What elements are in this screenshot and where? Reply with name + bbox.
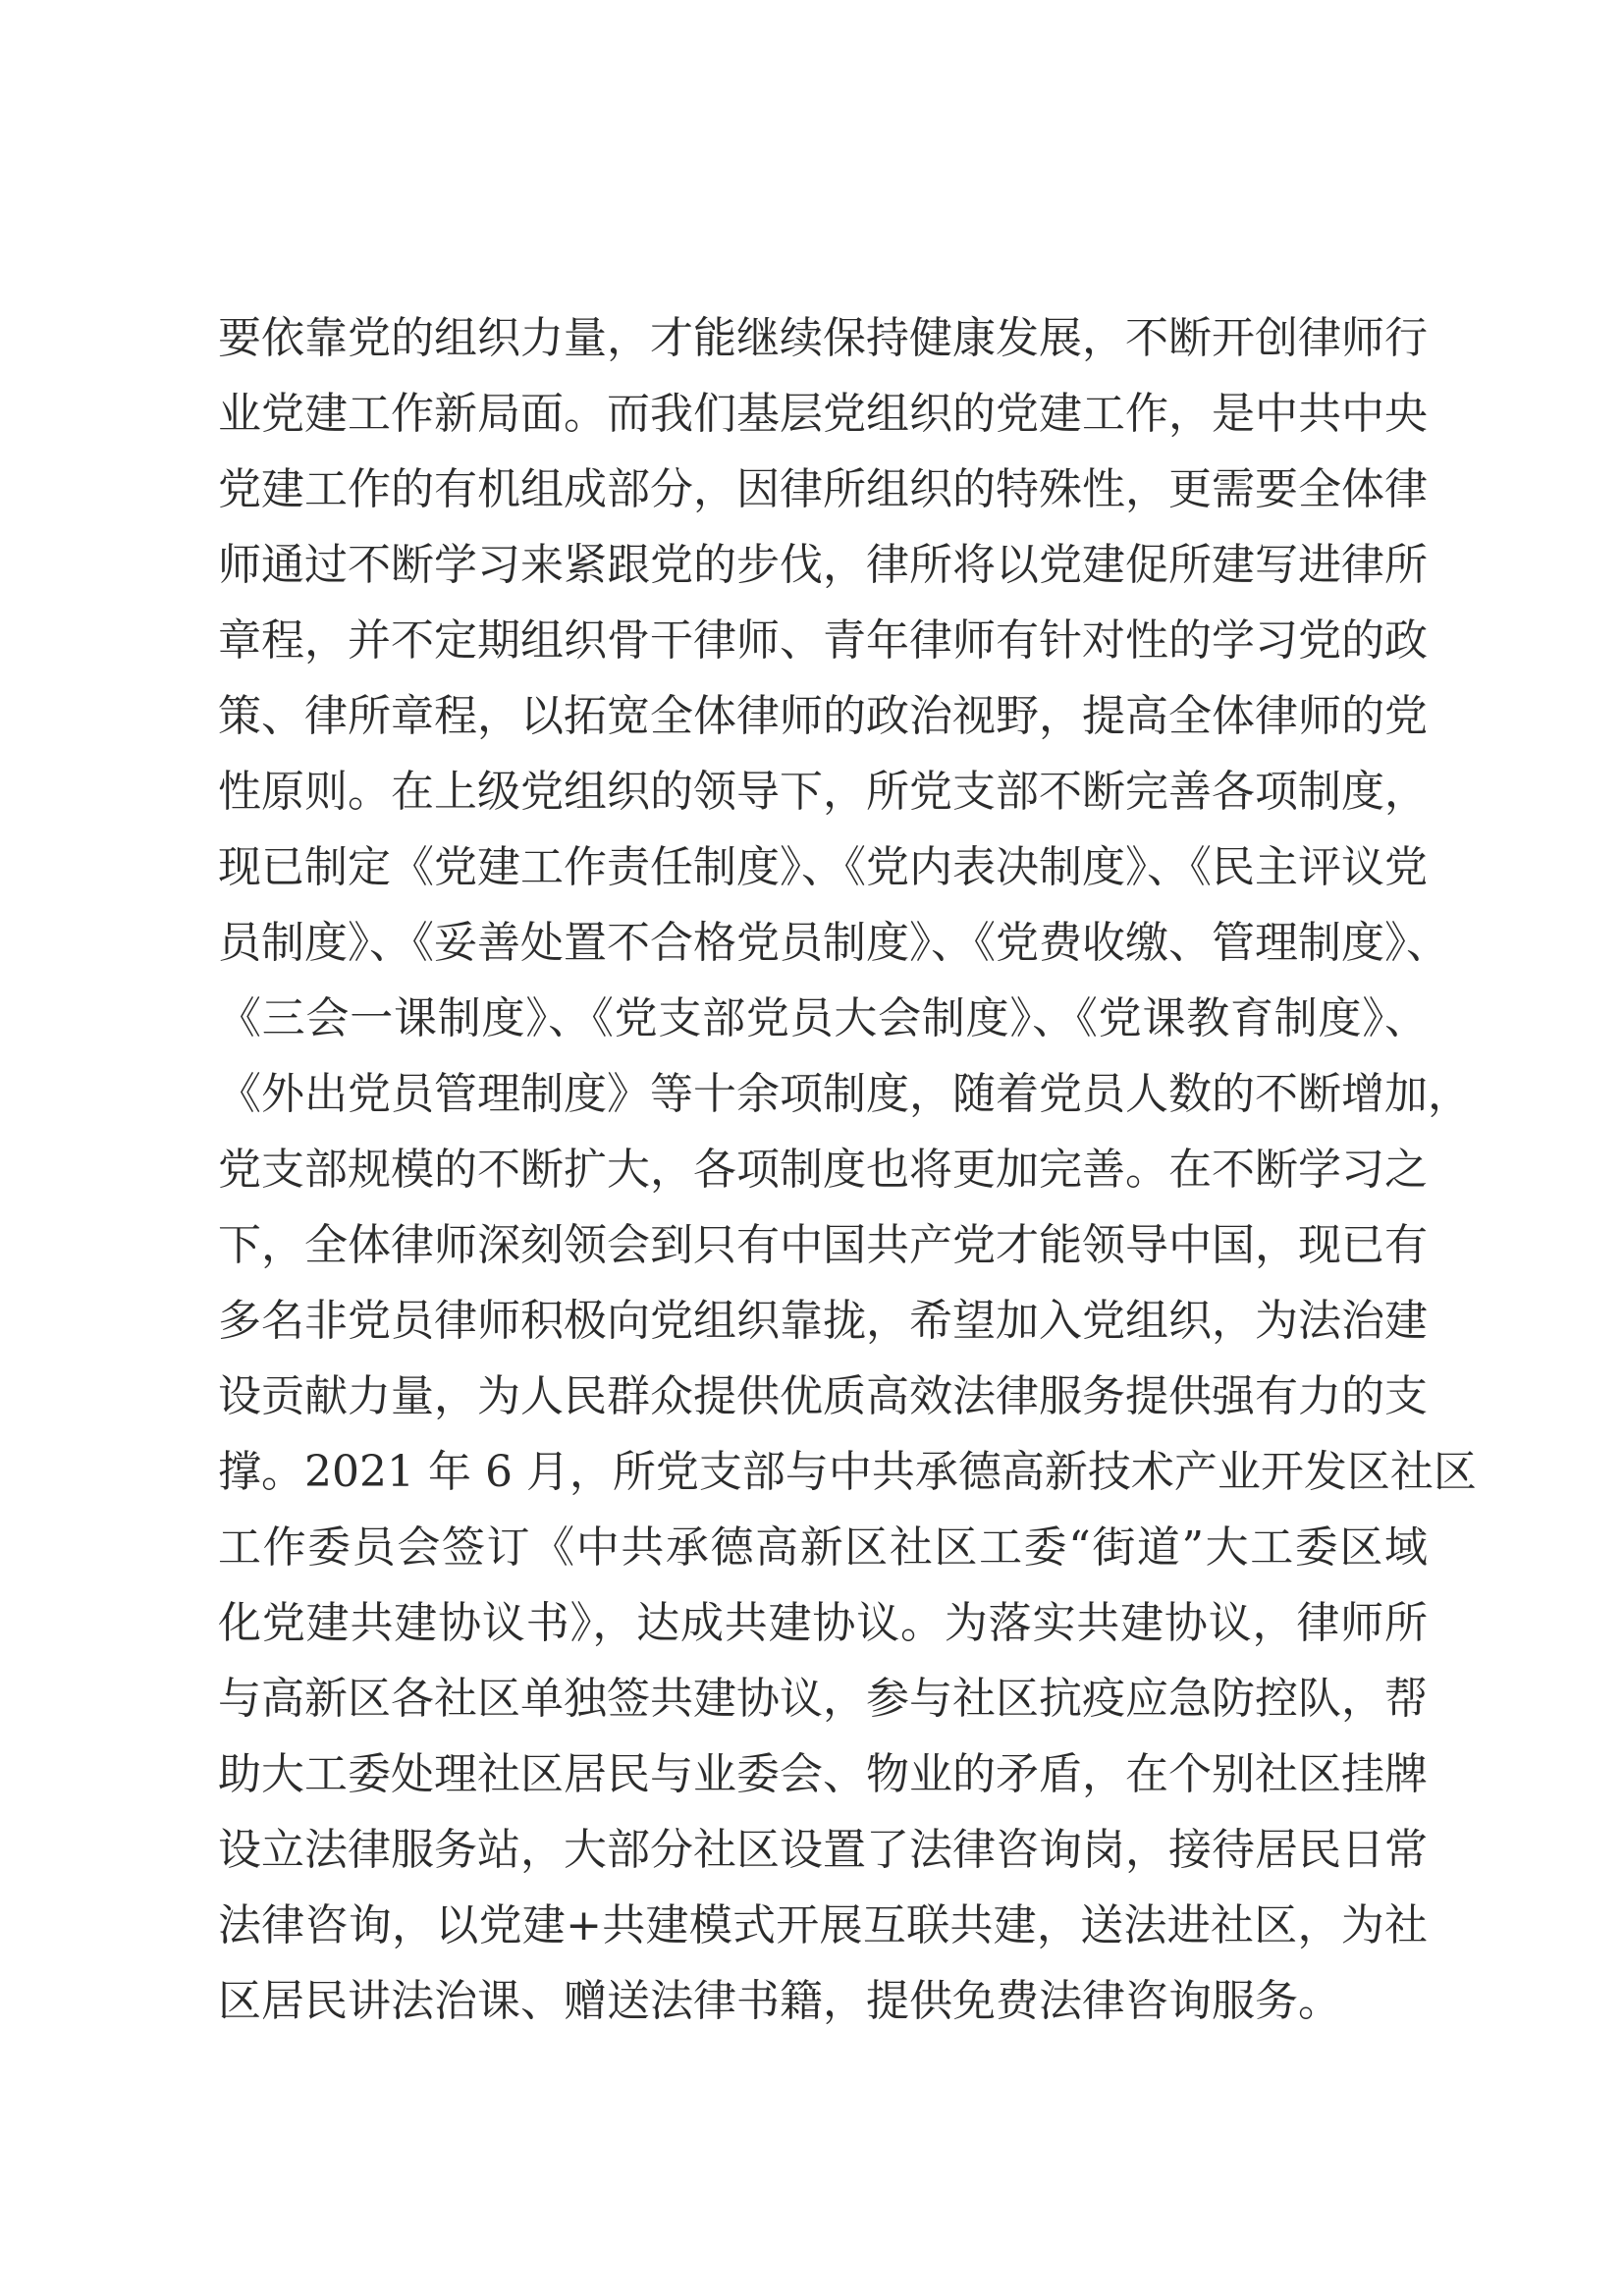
text-line: 党支部规模的不断扩大，各项制度也将更加完善。在不断学习之 bbox=[218, 1145, 1428, 1195]
text-line: 业党建工作新局面。而我们基层党组织的党建工作，是中共中央 bbox=[218, 389, 1428, 439]
text-line: 撑。2021 年 6 月，所党支部与中共承德高新技术产业开发区社区 bbox=[218, 1447, 1477, 1497]
text-line: 工作委员会签订《中共承德高新区社区工委“街道”大工委区域 bbox=[218, 1522, 1428, 1573]
text-line: 区居民讲法治课、赠送法律书籍，提供免费法律咨询服务。 bbox=[218, 1976, 1341, 2026]
text-line: 性原则。在上级党组织的领导下，所党支部不断完善各项制度， bbox=[218, 767, 1428, 817]
text-line: 《外出党员管理制度》等十余项制度，随着党员人数的不断增加， bbox=[218, 1069, 1471, 1119]
text-line: 要依靠党的组织力量，才能继续保持健康发展，不断开创律师行 bbox=[218, 313, 1428, 363]
text-line: 多名非党员律师积极向党组织靠拢，希望加入党组织，为法治建 bbox=[218, 1296, 1428, 1346]
text-line: 师通过不断学习来紧跟党的步伐，律所将以党建促所建写进律所 bbox=[218, 540, 1428, 590]
text-line: 法律咨询，以党建+共建模式开展互联共建，送法进社区，为社 bbox=[218, 1900, 1428, 1950]
text-line: 策、律所章程，以拓宽全体律师的政治视野，提高全体律师的党 bbox=[218, 691, 1428, 741]
text-line: 现已制定《党建工作责任制度》、《党内表决制度》、《民主评议党 bbox=[218, 842, 1428, 892]
text-line: 化党建共建协议书》，达成共建协议。为落实共建协议，律师所 bbox=[218, 1598, 1428, 1648]
text-line: 下，全体律师深刻领会到只有中国共产党才能领导中国，现已有 bbox=[218, 1220, 1428, 1270]
text-line: 章程，并不定期组织骨干律师、青年律师有针对性的学习党的政 bbox=[218, 615, 1428, 666]
text-line: 党建工作的有机组成部分，因律所组织的特殊性，更需要全体律 bbox=[218, 464, 1428, 514]
text-line: 设立法律服务站，大部分社区设置了法律咨询岗，接待居民日常 bbox=[218, 1825, 1428, 1875]
body-paragraph bbox=[218, 300, 1477, 2039]
text-line: 设贡献力量，为人民群众提供优质高效法律服务提供强有力的支 bbox=[218, 1371, 1428, 1421]
text-line: 助大工委处理社区居民与业委会、物业的矛盾，在个别社区挂牌 bbox=[218, 1749, 1428, 1799]
text-line: 员制度》、《妥善处置不合格党员制度》、《党费收缴、管理制度》、 bbox=[218, 918, 1449, 968]
text-line: 与高新区各社区单独签共建协议，参与社区抗疫应急防控队，帮 bbox=[218, 1674, 1428, 1724]
text-line: 《三会一课制度》、《党支部党员大会制度》、《党课教育制度》、 bbox=[218, 993, 1428, 1043]
